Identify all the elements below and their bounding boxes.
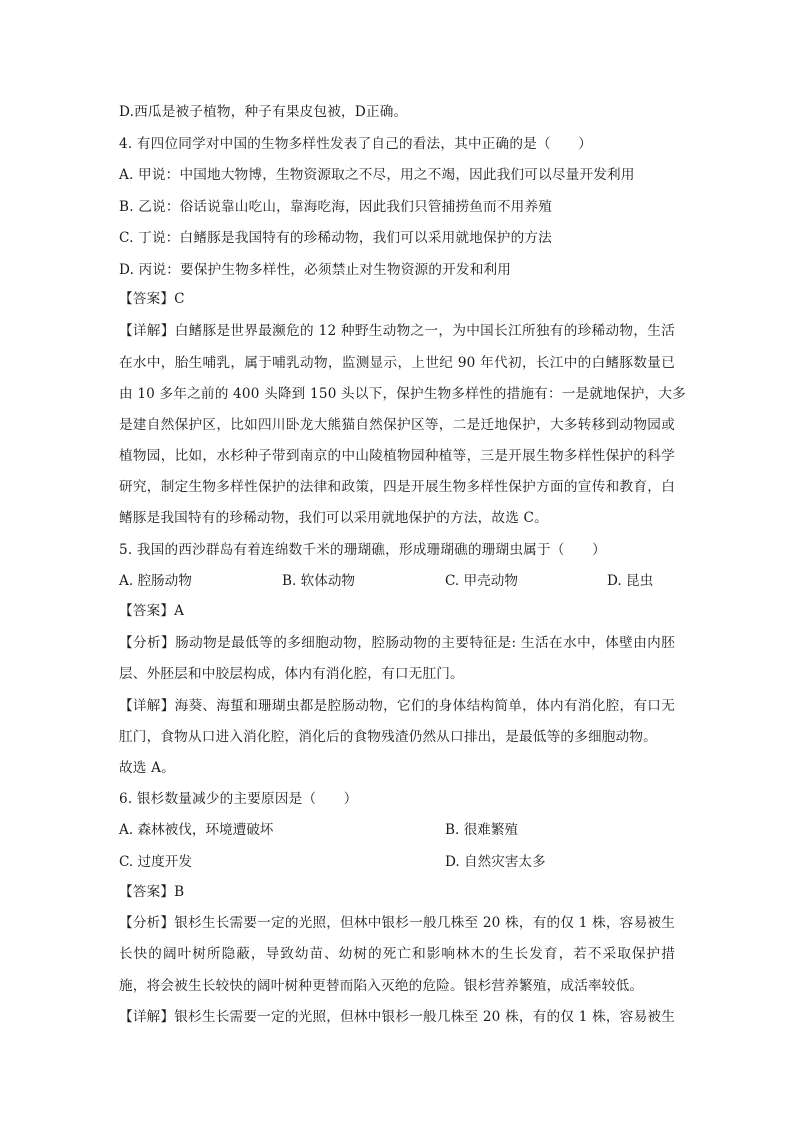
q6-analysis-line: 【分析】银杉生长需要一定的光照，但林中银杉一般几株至 20 株，有的仅 1 株，容易被生 (119, 915, 675, 931)
question-4-stem: 4. 有四位同学对中国的生物多样性发表了自己的看法，其中正确的是（ ） (119, 136, 593, 152)
q5-explanation-line: 【详解】海葵、海蜇和珊瑚虫都是腔肠动物，它们的身体结构简单，体内有消化腔，有口无 (119, 698, 675, 714)
q4-option-b: B. 乙说：俗话说靠山吃山，靠海吃海，因此我们只管捕捞鱼而不用养殖 (119, 199, 553, 215)
q4-option-d: D. 丙说：要保护生物多样性，必须禁止对生物资源的开发和利用 (119, 262, 512, 278)
q6-answer: 【答案】B (119, 884, 185, 900)
q4-explanation-line: 由 10 多年之前的 400 头降到 150 头以下，保护生物多样性的措施有：一是就地保护，大多 (119, 386, 686, 402)
q6-analysis-line: 长快的阔叶树所隐蔽，导致幼苗、幼树的死亡和影响林木的生长发育，若不采取保护措 (119, 946, 675, 962)
q4-option-c: C. 丁说：白鳍豚是我国特有的珍稀动物，我们可以采用就地保护的方法 (119, 230, 552, 246)
q6-option-a: A. 森林被伐，环境遭破坏 (119, 822, 274, 838)
q5-explanation-line: 肛门，食物从口进入消化腔，消化后的食物残渣仍然从口排出，是最低等的多细胞动物。 (119, 729, 657, 745)
q5-option-a: A. 腔肠动物 (119, 573, 192, 589)
question-5-stem: 5. 我国的西沙群岛有着连绵数千米的珊瑚礁，形成珊瑚礁的珊瑚虫属于（ ） (119, 542, 606, 558)
q5-explanation-line: 故选 A。 (119, 760, 175, 776)
q4-explanation-line: 在水中，胎生哺乳，属于哺乳动物，监测显示，上世纪 90 年代初，长江中的白鳍豚数量已 (119, 355, 675, 371)
q4-explanation-line: 植物园，比如，水杉种子带到南京的中山陵植物园种植等，三是开展生物多样性保护的科学 (119, 448, 675, 464)
q3-option-d-explanation: D.西瓜是被子植物，种子有果皮包被，D正确。 (119, 104, 408, 120)
q4-explanation-line: 鳍豚是我国特有的珍稀动物，我们可以采用就地保护的方法，故选 C。 (119, 510, 548, 526)
q4-answer: 【答案】C (119, 291, 185, 307)
q4-explanation-line: 【详解】白鳍豚是世界最濒危的 12 种野生动物之一，为中国长江所独有的珍稀动物，生活 (119, 323, 675, 339)
q4-explanation-line: 是建自然保护区，比如四川卧龙大熊猫自然保护区等，二是迁地保护，大多转移到动物园或 (119, 417, 675, 433)
q5-option-c: C. 甲壳动物 (445, 573, 518, 589)
q6-analysis-line: 施，将会被生长较快的阔叶树种更替而陷入灭绝的危险。银杉营养繁殖，成活率较低。 (119, 978, 644, 994)
q5-option-d: D. 昆虫 (607, 573, 654, 589)
q6-explanation-line: 【详解】银杉生长需要一定的光照，但林中银杉一般几株至 20 株，有的仅 1 株，容易被生 (119, 1009, 675, 1025)
q5-option-b: B. 软体动物 (282, 573, 356, 589)
q6-option-c: C. 过度开发 (119, 854, 192, 870)
q5-analysis-line: 层、外胚层和中胶层构成，体内有消化腔，有口无肛门。 (119, 666, 464, 682)
q5-analysis-line: 【分析】肠动物是最低等的多细胞动物，腔肠动物的主要特征是: 生活在水中，体壁由内胚 (119, 635, 675, 651)
q6-option-b: B. 很难繁殖 (445, 822, 519, 838)
q5-answer: 【答案】A (119, 603, 185, 619)
q4-option-a: A. 甲说：中国地大物博，生物资源取之不尽，用之不竭，因此我们可以尽量开发利用 (119, 167, 635, 183)
q6-option-d: D. 自然灾害太多 (445, 854, 546, 870)
q4-explanation-line: 研究，制定生物多样性保护的法律和政策，四是开展生物多样性保护方面的宣传和教育，白 (119, 479, 675, 495)
question-6-stem: 6. 银杉数量减少的主要原因是（ ） (119, 791, 358, 807)
